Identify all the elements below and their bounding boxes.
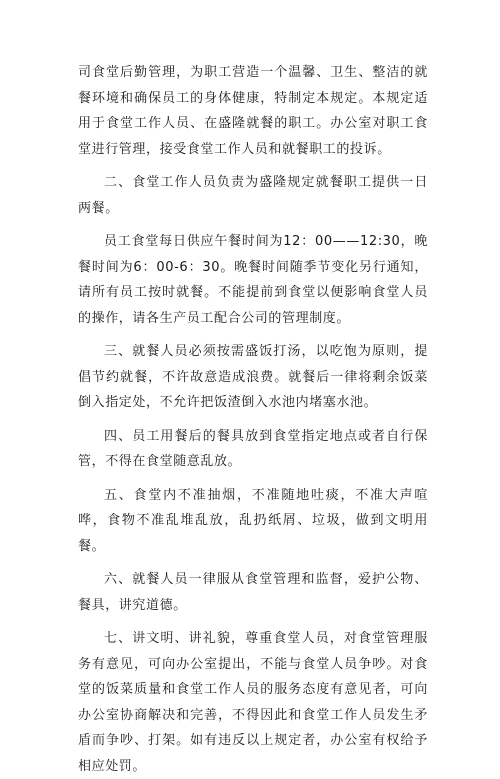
paragraph-rule-2: 二、食堂工作人员负责为盛隆规定就餐职工提供一日两餐。 — [78, 175, 428, 216]
paragraph-meal-times: 员工食堂每日供应午餐时间为12：00——12:30，晚餐时间为6：00-6：30。晚餐时间随季节变化另行通知，请所有员工按时就餐。不能提前到食堂以便影响食堂人员的操作，请各生产员工配合公司的管理制度。 — [78, 234, 428, 326]
paragraph-rule-4: 四、员工用餐后的餐具放到食堂指定地点或者自行保管，不得在食堂随意乱放。 — [78, 428, 428, 469]
paragraph-rule-6: 六、就餐人员一律服从食堂管理和监督，爱护公物、餐具，讲究道德。 — [78, 572, 428, 613]
paragraph-rule-5: 五、食堂内不准抽烟，不准随地吐痰，不准大声喧哗，食物不准乱堆乱放，乱扔纸屑、垃圾，做到文明用餐。 — [78, 487, 428, 554]
document-page — [78, 60, 428, 779]
paragraph-rule-3: 三、就餐人员必须按需盛饭打汤，以吃饱为原则，提倡节约就餐，不许故意造成浪费。就餐后一律将剩余饭菜倒入指定处，不允许把饭渣倒入水池内堵塞水池。 — [78, 344, 428, 410]
paragraph-intro: 司食堂后勤管理，为职工营造一个温馨、卫生、整洁的就餐环境和确保员工的身体健康，特制定本规定。本规定适用于食堂工作人员、在盛隆就餐的职工。办公室对职工食堂进行管理，接受食堂工作人员和就餐职工的投诉。 — [78, 65, 428, 157]
paragraph-rule-7: 七、讲文明、讲礼貌，尊重食堂人员，对食堂管理服务有意见，可向办公室提出，不能与食堂人员争吵。对食堂的饭菜质量和食堂工作人员的服务态度有意见者，可向办公室协商解决和完善，不得因此和食堂工作人员发生矛盾而争吵、打架。如有违反以上规定者，办公室有权给予相应处罚。 — [78, 631, 428, 774]
